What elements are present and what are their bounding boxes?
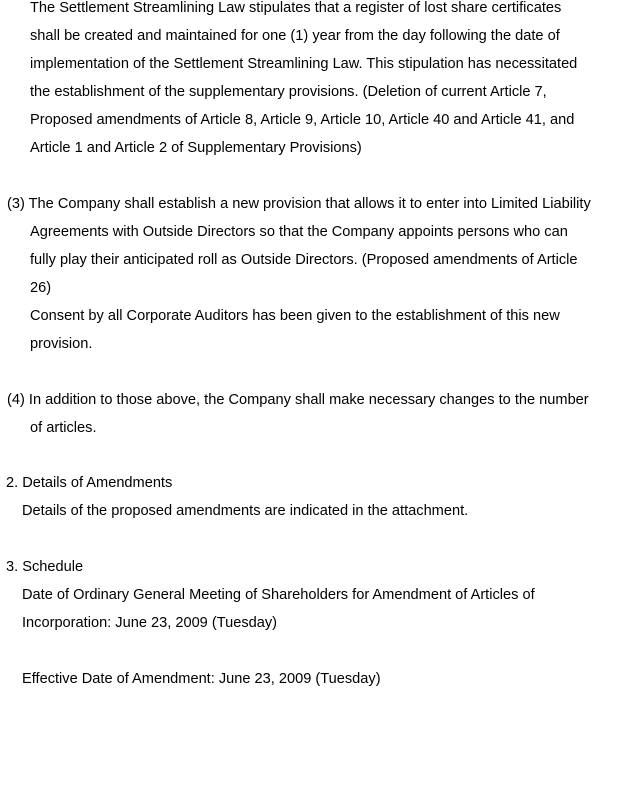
text-line: Date of Ordinary General Meeting of Shareholders for Amendment of Articles of [22, 587, 535, 603]
text-line: 26) [30, 280, 52, 296]
text-line: Effective Date of Amendment: June 23, 2009 (Tuesday) [22, 671, 381, 687]
section-heading: 3. Schedule [6, 559, 84, 575]
text-line: Agreements with Outside Directors so that the Company appoints persons who can [30, 224, 568, 240]
text-line: Incorporation: June 23, 2009 (Tuesday) [22, 615, 278, 631]
paragraph-settlement-law [0, 0, 620, 162]
list-item-3 [0, 190, 620, 358]
text-line: shall be created and maintained for one (1) year from the day following the date of [30, 28, 560, 44]
text-line: implementation of the Settlement Streamlining Law. This stipulation has necessitated [30, 56, 578, 72]
text-line: Details of the proposed amendments are indicated in the attachment. [22, 503, 469, 519]
blank-line [0, 637, 620, 665]
text-line: the establishment of the supplementary provisions. (Deletion of current Article 7, [30, 84, 547, 100]
section-schedule [0, 553, 620, 693]
text-line: fully play their anticipated roll as Outside Directors. (Proposed amendments of Article [30, 252, 578, 268]
section-details-of-amendments [0, 469, 620, 525]
text-line: Consent by all Corporate Auditors has been given to the establishment of this new [30, 308, 560, 324]
text-line: The Settlement Streamlining Law stipulates that a register of lost share certificates [30, 0, 562, 16]
text-line: Proposed amendments of Article 8, Article 9, Article 10, Article 40 and Article 41, and [30, 112, 575, 128]
text-line: provision. [30, 336, 93, 352]
list-item-4 [0, 386, 620, 442]
text-line: Article 1 and Article 2 of Supplementary Provisions) [30, 140, 362, 156]
text-line: (4) In addition to those above, the Company shall make necessary changes to the number [7, 392, 589, 408]
text-line: (3) The Company shall establish a new provision that allows it to enter into Limited Liability [7, 196, 591, 212]
text-line: of articles. [30, 420, 97, 436]
section-heading: 2. Details of Amendments [6, 475, 173, 491]
